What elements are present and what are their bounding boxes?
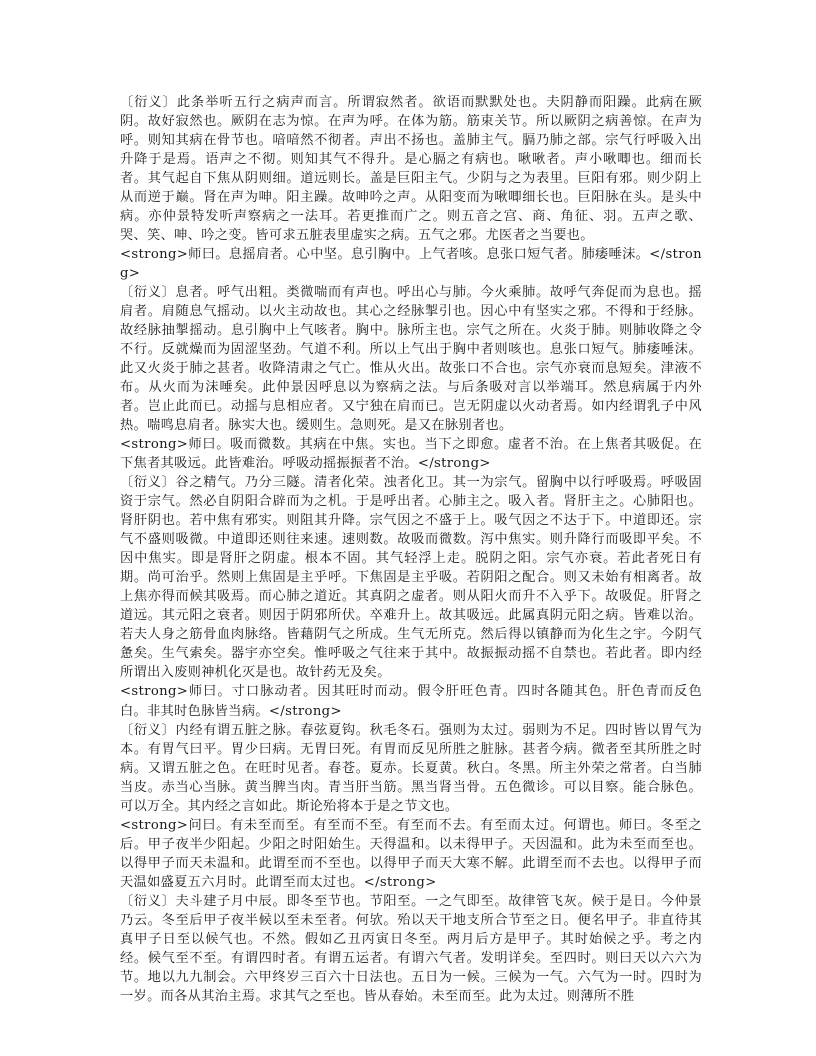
paragraph-yanyi-grain-essence: 〔衍义〕谷之精气。乃分三隧。清者化荣。浊者化卫。其一为宗气。留胸中以行呼吸焉。呼吸固资于宗气。然必自阴阳合辟而为之机。于是呼出者。心肺主之。吸入者。肾肝主之。心肺阳也。肾肝阴也。若中焦有邪实。则阻其升降。宗气因之不盛于上。吸气因之不达于下。中道即还。宗气不盛则吸微。中道即还则往来速。速则数。故吸而微数。泻中焦实。则升降行而吸即平矣。不因中焦实。即是肾肝之阴虚。根本不固。其气轻浮上走。脱阴之阳。宗气亦衰。若此者死日有期。尚可治乎。然则上焦固是主乎呼。下焦固是主乎吸。若阴阳之配合。则又未始有相离者。故上焦亦得而候其吸焉。而心肺之道近。其真阴之虚者。则从阳火而升不入乎下。故吸促。肝肾之道远。其元阳之衰者。则因于阴邪所伏。卒难升上。故其吸远。此属真阴元阳之病。皆难以治。若夫人身之筋骨血肉脉络。皆藉阴气之所成。生气无所克。然后得以镇静而为化生之宇。今阴气惫矣。生气索矣。器宇亦空矣。惟呼吸之气往来于其中。故振振动摇不自禁也。若此者。即内经所谓出入废则神机化灭是也。故针药无及矣。 <box>120 475 702 681</box>
paragraph-yanyi-five-zang-pulse: 〔衍义〕内经有谓五脏之脉。春弦夏钩。秋毛冬石。强则为太过。弱则为不足。四时皆以胃气为本。有胃气曰平。胃少曰病。无胃曰死。有胃而反见所胜之脏脉。甚者今病。微者至其所胜之时病。又谓五脏之色。在旺时见者。春苍。夏赤。长夏黄。秋白。冬黑。所主外荣之常者。白当肺当皮。赤当心当脉。黄当脾当肉。青当肝当筋。黑当肾当骨。五色微诊。可以目察。能合脉色。可以万全。其内经之言如此。斯论殆将本于是之节文也。 <box>120 722 702 814</box>
paragraph-yanyi-listening-voice: 〔衍义〕此条举听五行之病声而言。所谓寂然者。欲语而默默处也。夫阴静而阳躁。此病在厥阴。故好寂然也。厥阴在志为惊。在声为呼。在体为筋。筋束关节。所以厥阴之病善惊。在声为呼。则知其病在骨节也。喑喑然不彻者。声出不扬也。盖肺主气。膈乃肺之部。宗气行呼吸入出升降于是焉。语声之不彻。则知其气不得升。是心膈之有病也。啾啾者。声小啾唧也。细而长者。其气起自下焦从阴则细。道远则长。盖是巨阳主气。少阴与之为表里。巨阳有邪。则少阴上从而逆于巅。肾在声为呻。阳主躁。故呻吟之声。从阳变而为啾唧细长也。巨阳脉在头。是头中病。亦仲景特发听声察病之一法耳。若更推而广之。则五音之宫、商、角征、羽。五声之歌、哭、笑、呻、吟之变。皆可求五脏表里虚实之病。五气之邪。尤医者之当要也。 <box>120 95 702 244</box>
paragraph-master-breath-shoulders: <strong>师曰。息摇肩者。心中坚。息引胸中。上气者咳。息张口短气者。肺痿唾沫。</strong> <box>120 247 702 282</box>
paragraph-master-inhalation: <strong>师曰。吸而微数。其病在中焦。实也。当下之即愈。虚者不治。在上焦者其吸促。在下焦者其吸远。此皆难治。呼吸动摇振振者不治。</strong> <box>120 437 702 472</box>
paragraph-question-seasonal-arrival: <strong>问曰。有未至而至。有至而不至。有至而不去。有至而太过。何谓也。师曰。冬至之后。甲子夜半少阳起。少阳之时阳始生。天得温和。以未得甲子。天因温和。此为未至而至也。以得甲子而天未温和。此谓至而不至也。以得甲子而天大寒不解。此谓至而不去也。以得甲子而天温如盛夏五六月时。此谓至而太过也。</strong> <box>120 817 702 890</box>
paragraph-yanyi-breath: 〔衍义〕息者。呼气出粗。类微喘而有声也。呼出心与肺。今火乘肺。故呼气奔促而为息也。摇肩者。肩随息气摇动。以火主动故也。其心之经脉掣引也。因心中有坚实之邪。不得和于经脉。故经脉抽掣摇动。息引胸中上气咳者。胸中。脉所主也。宗气之所在。火炎于肺。则肺收降之令不行。反就燥而为固涩坚劲。气道不利。所以上气出于胸中者则咳也。息张口短气。肺痿唾沫。此又火炎于肺之甚者。收降清肃之气亡。惟从火出。故张口不合也。宗气亦衰而息短矣。津液不布。从火而为沫唾矣。此仲景因呼息以为察病之法。与后条吸对言以举端耳。然息病属于内外者。岂止此而已。动摇与息相应者。又宁独在肩而已。岂无阴虚以火动者焉。如内经谓乳子中风热。喘鸣息肩者。脉实大也。缓则生。急则死。是又在脉别者也。 <box>120 285 702 434</box>
paragraph-yanyi-winter-solstice: 〔衍义〕夫斗建子月中辰。即冬至节也。节阳至。一之气即至。故律管飞灰。候于是日。今仲景乃云。冬至后甲子夜半候以至未至者。何欤。殆以天干地支所合节至之日。便名甲子。非直待其真甲子日至以候气也。不然。假如乙丑丙寅日冬至。两月后方是甲子。其时始候之乎。考之内经。候气至不至。有谓四时者。有谓五运者。有谓六气者。发明详矣。至四时。则曰天以六六为节。地以九九制会。六甲终岁三百六十日法也。五日为一候。三候为一气。六气为一时。四时为一岁。而各从其治主焉。求其气之至也。皆从春始。未至而至。此为太过。则薄所不胜 <box>120 893 702 1004</box>
paragraph-master-cunkou-pulse: <strong>师曰。寸口脉动者。因其旺时而动。假令肝旺色青。四时各随其色。肝色青而反色白。非其时色脉皆当病。</strong> <box>120 684 702 719</box>
document-page <box>120 93 702 1006</box>
